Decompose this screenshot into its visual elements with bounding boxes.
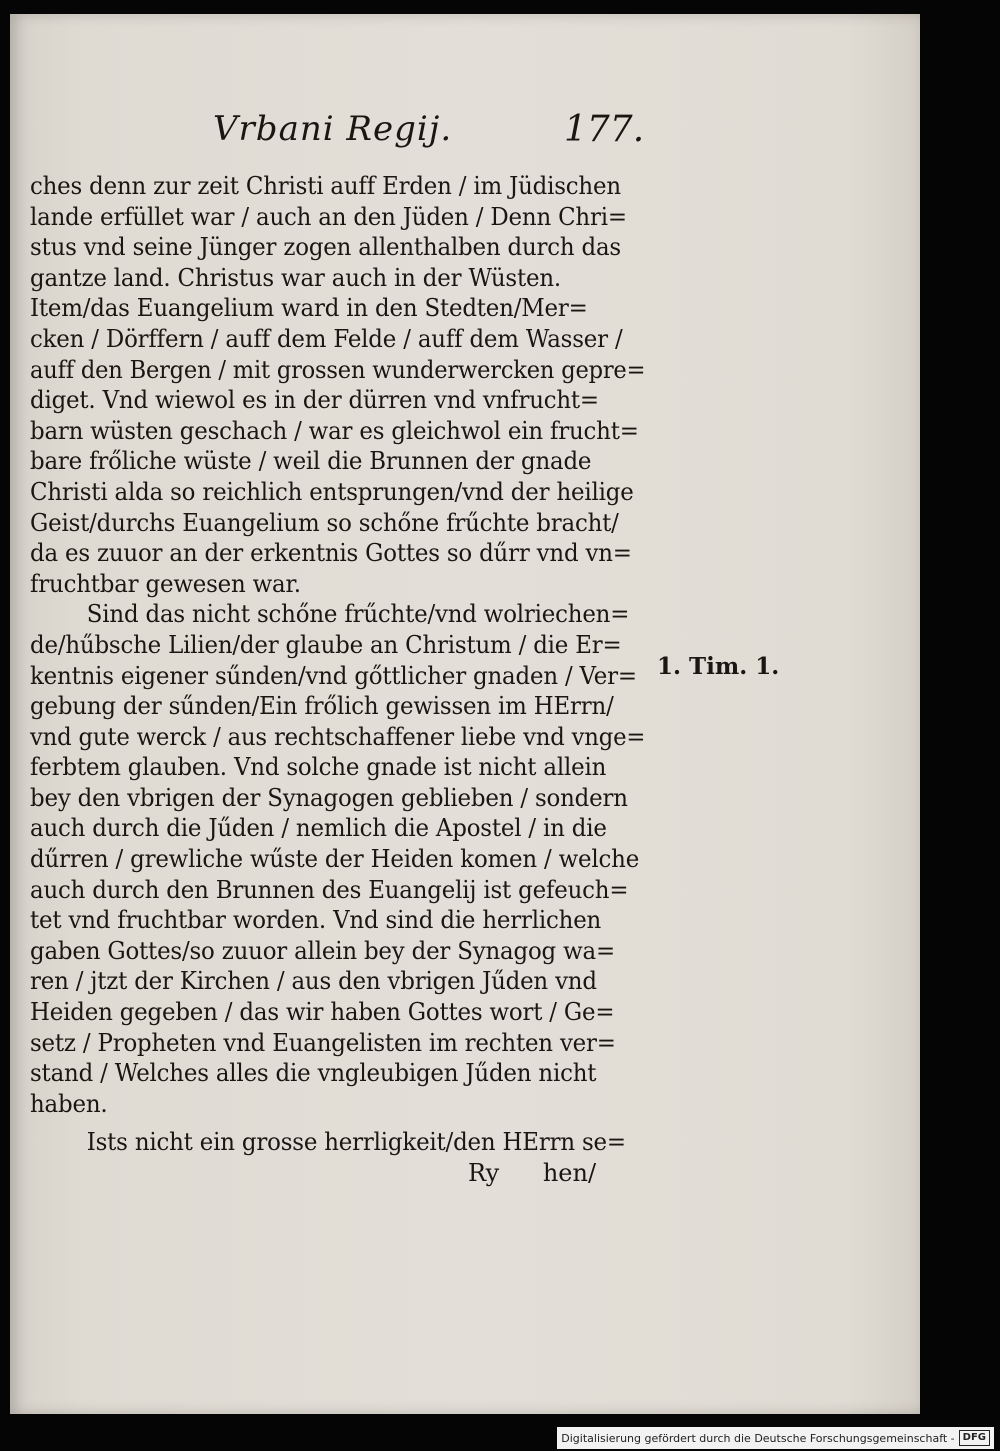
text-line: auff den Bergen / mit grossen wunderwercken gepre= <box>30 355 646 384</box>
body-text <box>30 171 680 1158</box>
margin-note: 1. Tim. 1. <box>657 653 780 680</box>
text-line: stus vnd seine Jünger zogen allenthalben durch das <box>30 233 621 262</box>
text-line: stand / Welches alles die vngleubigen Jűden nicht <box>30 1059 597 1088</box>
text-line: setz / Propheten vnd Euangelisten im rechten ver= <box>30 1028 616 1057</box>
text-line: bey den vbrigen der Synagogen geblieben / sondern <box>30 783 628 812</box>
text-line: ren / jtzt der Kirchen / aus den vbrigen Jűden vnd <box>30 967 597 996</box>
text-line: auch durch den Brunnen des Euangelij ist gefeuch= <box>30 875 629 904</box>
text-line: de/hűbsche Lilien/der glaube an Christum / die Er= <box>30 630 622 659</box>
text-line: Geist/durchs Euangelium so schőne frűchte bracht/ <box>30 508 619 537</box>
text-line: tet vnd fruchtbar worden. Vnd sind die herrlichen <box>30 906 602 935</box>
text-line: dűrren / grewliche wűste der Heiden komen / welche <box>30 845 640 874</box>
text-line: Item/das Euangelium ward in den Stedten/Mer= <box>30 294 588 323</box>
dfg-logo: DFG <box>959 1430 990 1446</box>
text-line: Christi alda so reichlich entsprungen/vnd der heilige <box>30 477 634 506</box>
text-line: bare frőliche wüste / weil die Brunnen der gnade <box>30 447 592 476</box>
folio-number: 177. <box>564 109 645 150</box>
footer-text: Digitalisierung gefördert durch die Deutsche Forschungsgemeinschaft - <box>561 1431 955 1445</box>
text-line: vnd gute werck / aus rechtschaffener liebe vnd vnge= <box>30 722 646 751</box>
book-page <box>10 14 920 1414</box>
text-line: cken / Dörffern / auff dem Felde / auff dem Wasser / <box>30 324 623 353</box>
page-header <box>30 109 680 171</box>
page-text-block <box>30 109 680 1158</box>
text-line: gaben Gottes/so zuuor allein bey der Synagog wa= <box>30 936 615 965</box>
text-line: diget. Vnd wiewol es in der dürren vnd vnfrucht= <box>30 386 599 415</box>
text-line: haben. <box>30 1089 108 1118</box>
text-line: ches denn zur zeit Christi auff Erden / im Jüdischen <box>30 172 621 200</box>
text-line: fruchtbar gewesen war. <box>30 569 301 598</box>
digitization-footer <box>557 1427 994 1449</box>
text-line: Sind das nicht schőne frűchte/vnd wolriechen= <box>86 600 630 629</box>
text-line: da es zuuor an der erkentnis Gottes so dűrr vnd vn= <box>30 539 632 568</box>
text-line: barn wüsten geschach / war es gleichwol ein frucht= <box>30 416 639 445</box>
text-line: kentnis eigener sűnden/vnd gőttlicher gnaden / Ver= <box>30 661 637 690</box>
text-line: Heiden gegeben / das wir haben Gottes wort / Ge= <box>30 998 615 1027</box>
running-head: Vrbani Regij. <box>213 109 453 149</box>
text-line: gantze land. Christus war auch in der Wüsten. <box>30 263 561 292</box>
text-line: ferbtem glauben. Vnd solche gnade ist nicht allein <box>30 753 607 782</box>
text-line: Ists nicht ein grosse herrligkeit/den HErrn se= <box>86 1128 626 1157</box>
text-line: gebung der sűnden/Ein frőlich gewissen im HErrn/ <box>30 692 614 721</box>
catchword: Ry hen/ <box>468 1159 597 1187</box>
text-line: lande erfüllet war / auch an den Jüden / Denn Chri= <box>30 202 627 231</box>
text-line: auch durch die Jűden / nemlich die Apostel / in die <box>30 814 607 843</box>
